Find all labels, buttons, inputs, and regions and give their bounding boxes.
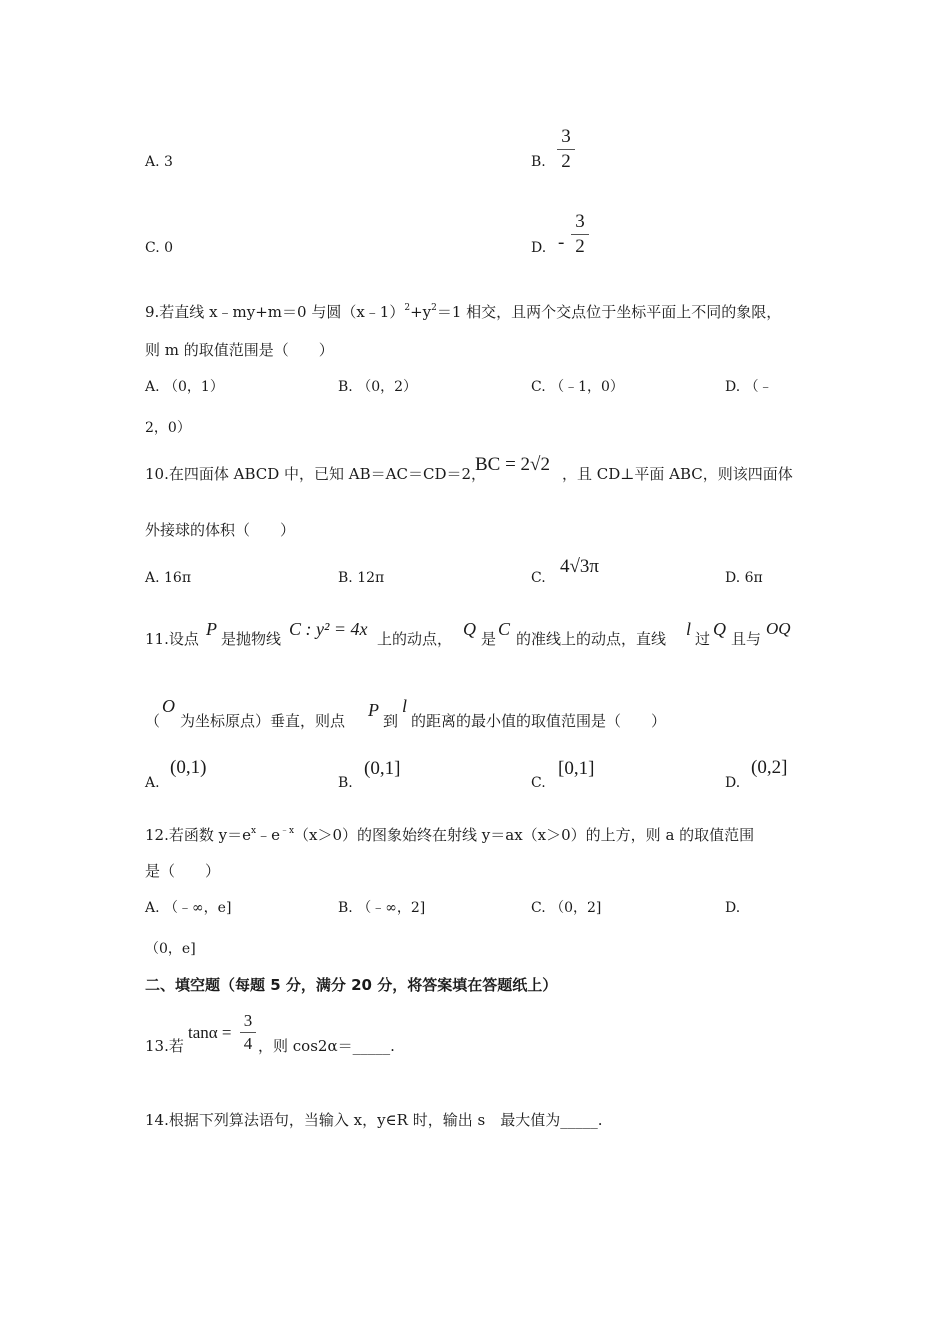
section-heading: 二、填空题（每题 5 分，满分 20 分，将答案填在答题纸上） bbox=[145, 976, 558, 994]
q13-stem-part2: ，则 cos2α＝_____. bbox=[258, 1037, 395, 1055]
q10-stem-line2: 外接球的体积（ ） bbox=[145, 521, 296, 539]
q10-option-c-label: C. bbox=[531, 570, 546, 586]
q11-stem-part5: 的准线上的动点，直线 bbox=[516, 630, 667, 648]
q8-option-b-label: B. bbox=[531, 154, 546, 170]
q9-option-a: A. （0，1） bbox=[145, 379, 224, 395]
fraction-denominator: 2 bbox=[575, 236, 585, 257]
q11-option-d-value: (0,2] bbox=[751, 757, 788, 778]
q11-option-b-value: (0,1] bbox=[364, 758, 401, 779]
fraction-numerator: 3 bbox=[561, 126, 571, 147]
q8-option-a: A. 3 bbox=[145, 154, 173, 170]
q11-var-l2: l bbox=[402, 696, 408, 716]
q12-option-a: A. （﹣∞，e] bbox=[145, 900, 232, 916]
q11-stem-open-paren: （ bbox=[145, 712, 161, 730]
q11-var-p2: P bbox=[368, 700, 379, 720]
q11-stem-part3: 上的动点， bbox=[377, 630, 453, 648]
q13-fraction bbox=[240, 1012, 256, 1053]
q11-option-c-label: C. bbox=[531, 775, 546, 791]
q12-option-d: D. bbox=[725, 900, 741, 916]
q11-var-c: C bbox=[498, 619, 511, 639]
q9-option-d-cont: 2，0） bbox=[145, 420, 191, 436]
fraction-denominator: 2 bbox=[561, 151, 571, 172]
q9-option-b: B. （0，2） bbox=[338, 379, 418, 395]
q11-stem-part8: 为坐标原点）垂直，则点 bbox=[180, 712, 346, 730]
q12-option-c: C. （0，2] bbox=[531, 900, 602, 916]
q11-var-q2: Q bbox=[713, 619, 726, 639]
q11-option-b-label: B. bbox=[338, 775, 353, 791]
q10-option-a: A. 16π bbox=[145, 570, 192, 586]
q9-option-c: C. （﹣1，0） bbox=[531, 379, 624, 395]
q9-stem-line1: 9.若直线 x﹣my+m＝0 与圆$(x﹣1)^2+y^2=1$ 相交，且两个交点位于坐标平面上不同的象限， bbox=[145, 303, 782, 321]
fraction-numerator: 3 bbox=[243, 1011, 253, 1030]
q8-option-b-fraction bbox=[557, 127, 575, 172]
q11-option-d-label: D. bbox=[725, 775, 741, 791]
q11-stem-part6: 过 bbox=[695, 630, 711, 648]
q12-stem-line2: 是（ ） bbox=[145, 862, 221, 880]
q11-var-l: l bbox=[686, 619, 692, 639]
q14-stem: 14.根据下列算法语句，当输入 x，y∈R 时，输出 s 最大值为_____. bbox=[145, 1111, 603, 1129]
q10-option-c-formula: 4√3π bbox=[560, 556, 600, 577]
q10-stem-part2: ，且 CD⊥平面 ABC，则该四面体 bbox=[562, 465, 793, 483]
fraction-denominator: 4 bbox=[243, 1034, 253, 1053]
q11-stem-part1: 11.设点 bbox=[145, 630, 199, 648]
q11-stem-part10: 的距离的最小值的取值范围是（ ） bbox=[411, 712, 667, 730]
q13-tan-formula: tanα = bbox=[188, 1023, 232, 1042]
q10-option-d: D. 6π bbox=[725, 570, 763, 586]
q10-option-b: B. 12π bbox=[338, 570, 385, 586]
q11-var-q: Q bbox=[463, 619, 476, 639]
q11-option-a-label: A. bbox=[145, 775, 160, 791]
q10-bc-formula: BC = 2√2 bbox=[475, 454, 550, 475]
q12-option-b: B. （﹣∞，2] bbox=[338, 900, 426, 916]
q10-stem-part1: 10.在四面体 ABCD 中，已知 AB＝AC＝CD＝2， bbox=[145, 465, 487, 483]
q11-stem-part7: 且与 bbox=[731, 630, 762, 648]
q12-option-d-cont: （0，e] bbox=[145, 941, 196, 957]
q12-stem-line1: 12.若函数 $y=e^x﹣e^{﹣x}(x>0)$的图象始终在射线 y＝ax（x＞0）的上方，则 a 的取值范围 bbox=[145, 826, 755, 844]
q11-curve-formula: C : y² = 4x bbox=[289, 619, 368, 639]
q11-option-a-value: (0,1) bbox=[170, 757, 207, 778]
q11-var-oq: OQ bbox=[766, 619, 791, 638]
q11-var-p: P bbox=[206, 619, 217, 639]
q8-option-c: C. 0 bbox=[145, 240, 174, 256]
q13-stem-part1: 13.若 bbox=[145, 1037, 184, 1055]
q9-option-d: D. （﹣ bbox=[725, 379, 773, 395]
fraction-numerator: 3 bbox=[575, 211, 585, 232]
q8-option-d-fraction bbox=[571, 212, 589, 257]
q11-stem-part9: 到 bbox=[383, 712, 399, 730]
q9-stem-line2: 则 m 的取值范围是（ ） bbox=[145, 341, 334, 359]
q11-stem-part2: 是抛物线 bbox=[221, 630, 282, 648]
q11-option-c-value: [0,1] bbox=[558, 758, 595, 779]
q11-stem-part4: 是 bbox=[481, 630, 497, 648]
q8-option-d-sign: - bbox=[558, 232, 565, 253]
q11-var-o: O bbox=[162, 696, 175, 716]
q8-option-d-label: D. bbox=[531, 240, 547, 256]
